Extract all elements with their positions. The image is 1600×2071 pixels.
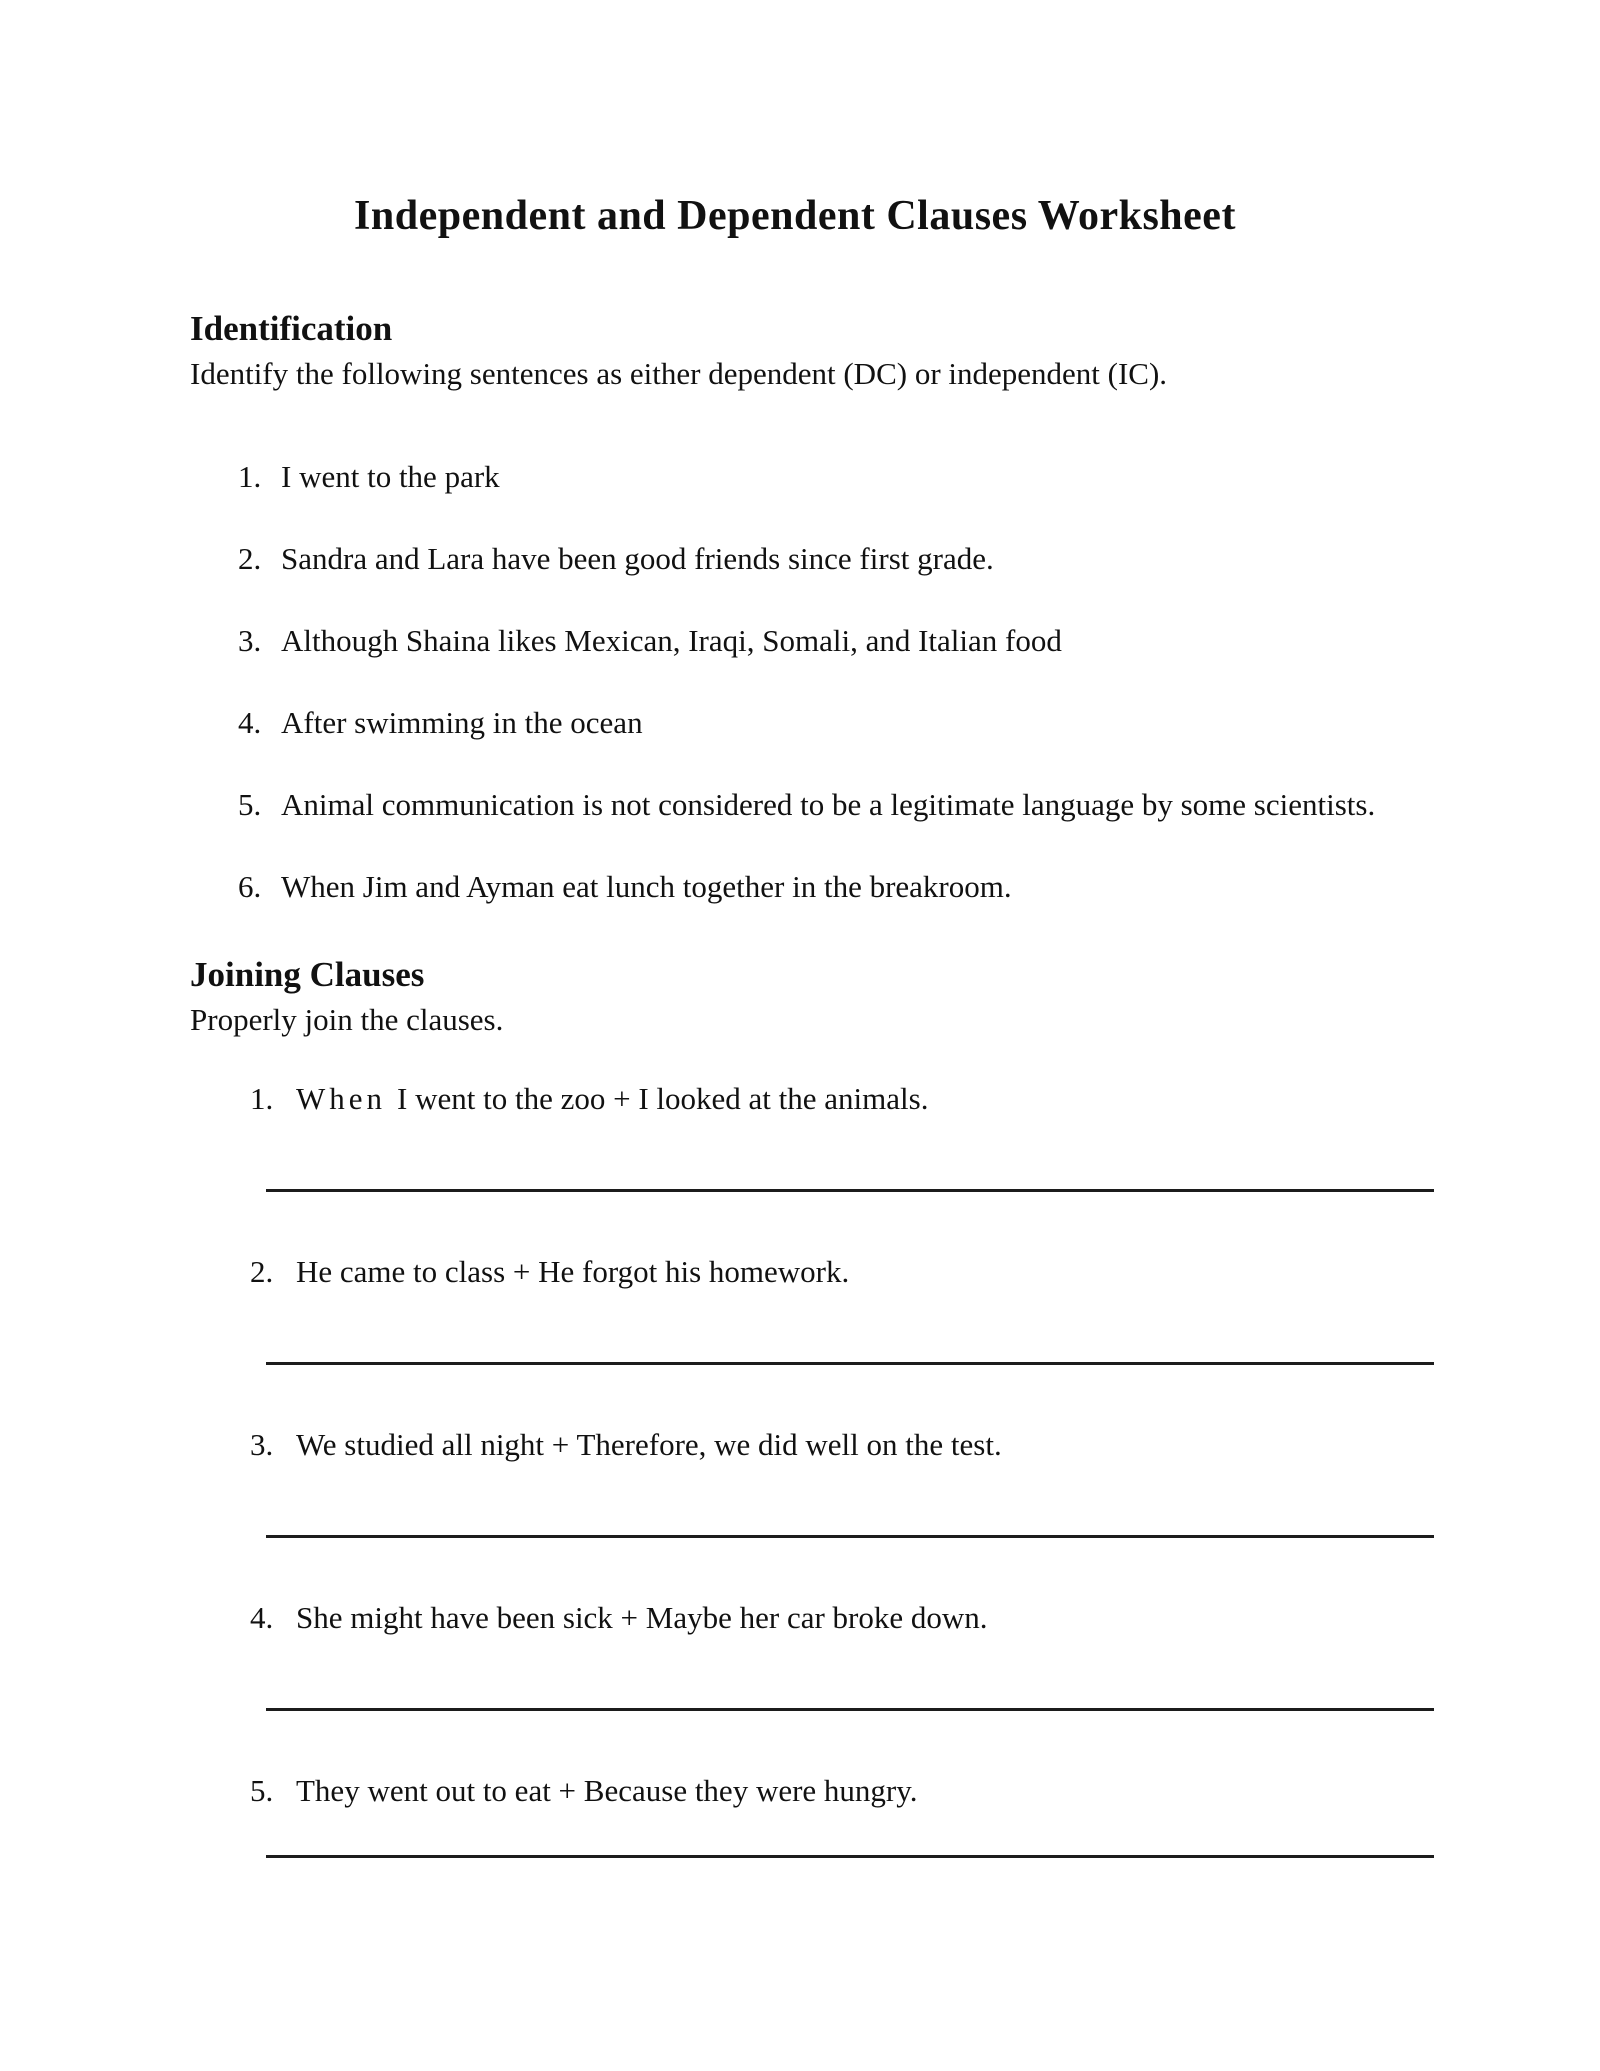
list-item [250, 1423, 1400, 1467]
list-item [238, 865, 1400, 909]
item-number: 5. [250, 1773, 274, 1808]
joining-clauses-list [190, 1077, 1400, 1858]
answer-line [266, 1708, 1434, 1711]
item-number: 5. [238, 787, 262, 822]
item-text: Animal communication is not considered to be a legitimate language by some scientists. [281, 787, 1376, 822]
joining-clauses-heading: Joining Clauses [190, 955, 425, 994]
item-text: Although Shaina likes Mexican, Iraqi, Somali, and Italian food [281, 623, 1062, 658]
item-text: I went to the park [281, 459, 500, 494]
list-item [250, 1769, 1400, 1813]
page-title: Independent and Dependent Clauses Worksheet [354, 193, 1236, 239]
list-item [250, 1596, 1400, 1640]
list-item [238, 455, 1400, 499]
list-item [238, 537, 1400, 581]
answer-line [266, 1535, 1434, 1538]
item-text: After swimming in the ocean [281, 705, 643, 740]
list-item [238, 701, 1400, 745]
item-text [296, 1077, 928, 1121]
joining-clauses-section [190, 952, 1400, 1858]
item-text: Sandra and Lara have been good friends since first grade. [281, 541, 994, 576]
list-item [250, 1250, 1400, 1294]
item-number: 4. [250, 1600, 274, 1635]
identification-heading: Identification [190, 309, 393, 348]
item-text: She might have been sick + Maybe her car broke down. [296, 1600, 988, 1635]
item-text-rest: I went to the zoo + I looked at the animals. [397, 1081, 929, 1116]
item-number: 2. [250, 1254, 274, 1289]
identification-section [190, 306, 1400, 909]
answer-line [266, 1855, 1434, 1858]
item-text: When Jim and Ayman eat lunch together in the breakroom. [281, 869, 1012, 904]
identification-list [190, 455, 1400, 909]
item-number: 3. [250, 1427, 274, 1462]
list-item [238, 783, 1400, 827]
item-number: 1. [250, 1081, 274, 1116]
item-number: 2. [238, 541, 262, 576]
item-number: 3. [238, 623, 262, 658]
answer-line [266, 1189, 1434, 1192]
item-text: We studied all night + Therefore, we did well on the test. [296, 1427, 1002, 1462]
item-number: 4. [238, 705, 262, 740]
list-item [238, 619, 1400, 663]
item-number: 6. [238, 869, 262, 904]
identification-instructions: Identify the following sentences as either dependent (DC) or independent (IC). [190, 356, 1168, 391]
answer-line [266, 1362, 1434, 1365]
joining-clauses-instructions: Properly join the clauses. [190, 1002, 504, 1037]
list-item [250, 1077, 1400, 1121]
spaced-word: When [296, 1081, 387, 1116]
item-number: 1. [238, 459, 262, 494]
item-text: He came to class + He forgot his homework. [296, 1254, 850, 1289]
item-text: They went out to eat + Because they were hungry. [296, 1773, 918, 1808]
